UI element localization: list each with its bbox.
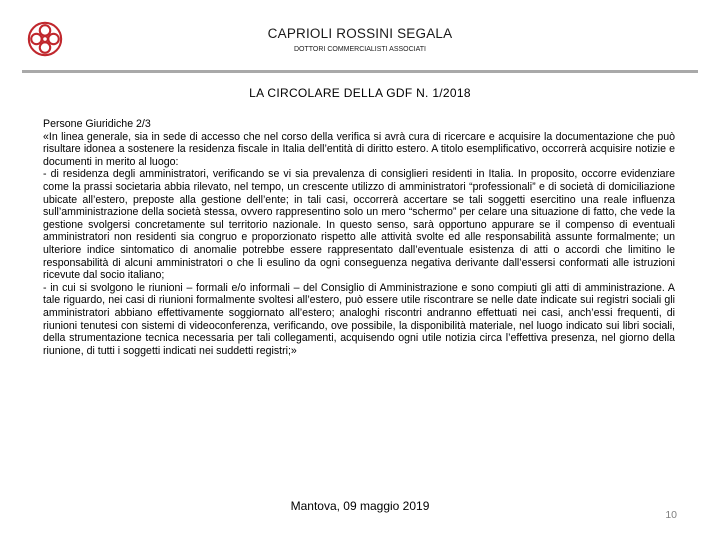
paragraph-riunioni-consiglio: - in cui si svolgono le riunioni – formali e/o informali – del Consiglio di Amministrazione e sono compiuti gli atti di amministrazione. A tale riguardo, nei casi di riunioni formalmente svoltesi all’estero, può essere utile riscontrare se nelle date indicate sui registri sociali gli amministratori abbiano effettivamente soggiornato all’estero; analoghi riscontri andranno effettuati nei casi, anch’essi frequenti, di riunioni tenutesi con sistemi di videoconferenza, verificando, ove possibile, la disponibilità materiale, nel luogo indicato sui libri sociali, della strumentazione tecnica necessaria per tali collegamenti, acquisendo ogni utile notizia circa l’effettiva presenza, nel giorno della riunione, di tutti i soggetti indicati nei suddetti registri;» [43,281,675,357]
page-number: 10 [665,509,677,521]
firm-subtitle: DOTTORI COMMERCIALISTI ASSOCIATI [294,46,426,53]
header-divider [22,70,698,73]
paragraph-intro: «In linea generale, sia in sede di accesso che nel corso della verifica si avrà cura di ricercare e acquisire la documentazione che può risultare idonea a sostenere la residenza fiscale in Italia dell’entità di diritto estero. A titolo esemplificativo, occorrerà acquisire notizie e documenti in merito al luogo: [43,130,675,168]
section-title: Persone Giuridiche 2/3 [43,118,151,130]
document-title: LA CIRCOLARE DELLA GDF N. 1/2018 [249,86,471,100]
firm-name: CAPRIOLI ROSSINI SEGALA [267,26,453,41]
document-body [43,118,675,357]
footer-place-date: Mantova, 09 maggio 2019 [290,499,430,513]
paragraph-residenza-amministratori: - di residenza degli amministratori, verificando se vi sia prevalenza di consiglieri residenti in Italia. In proposito, occorre evidenziare come la prassi societaria abbia rilevato, nel tempo, un crescente utilizzo di amministratori “professionali” e di società di domiciliazione ubicate all’estero, preposte alla gestione dell’ente; in tali casi, occorrerà accertare se tali soggetti esercitino una reale influenza sull’amministrazione della società stessa, ovvero rappresentino solo un mero “schermo” per celare una situazione di fatto, che vede la gestione svolgersi concretamente sul territorio nazionale. In questo senso, sarà opportuno appurare se il compenso di eventuali amministratori non residenti sia congruo e proporzionato rispetto alle attività svolte ed alle responsabilità assunte formalmente; un ulteriore indice sintomatico di anomalie potrebbe essere rappresentato dall’eventuale esistenza di atti o accordi che limitino le responsabilità di alcuni amministratori o che li esulino da ogni conseguenza negativa derivante dall’essersi conformati alle istruzioni ricevute dal socio italiano; [43,168,675,282]
